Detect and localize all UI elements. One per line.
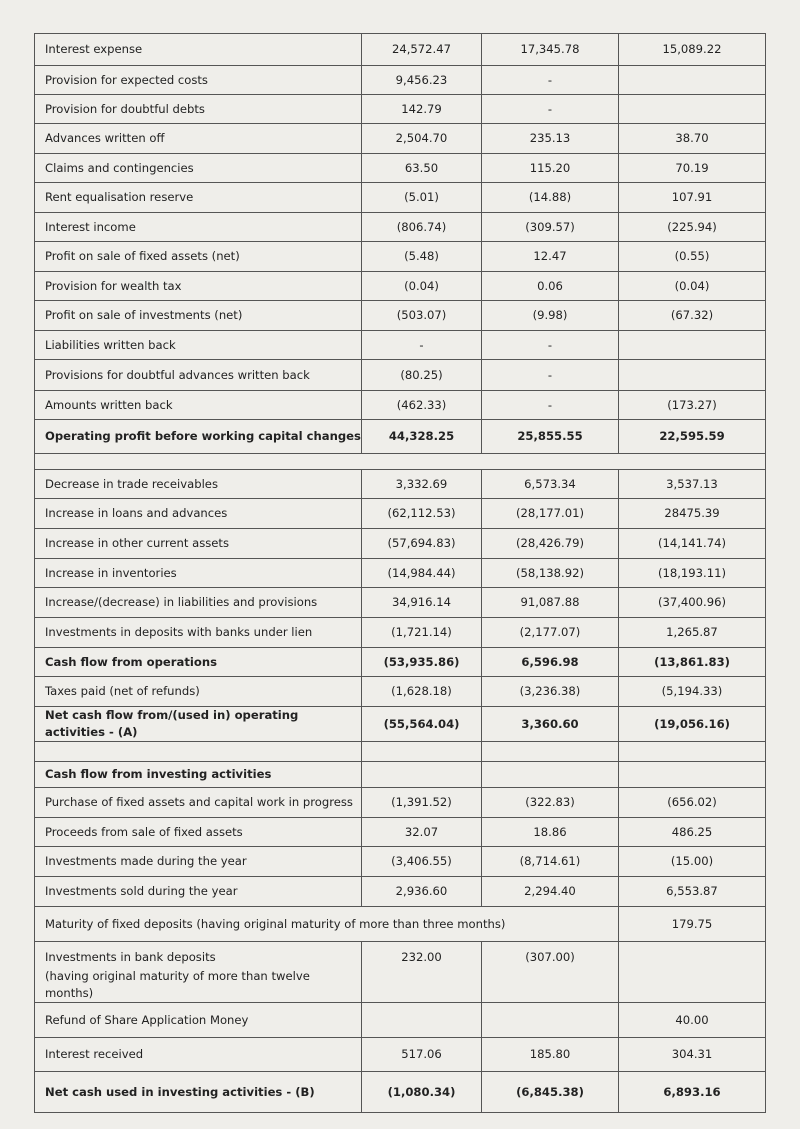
value-cell: (5.48) bbox=[362, 242, 482, 272]
value-cell bbox=[362, 762, 482, 788]
value-cell bbox=[619, 762, 766, 788]
value-cell: 25,855.55 bbox=[482, 420, 619, 454]
value-cell: (9.98) bbox=[482, 301, 619, 331]
table-row bbox=[35, 559, 766, 588]
row-label: Interest income bbox=[35, 213, 362, 242]
value-cell: (656.02) bbox=[619, 788, 766, 818]
value-cell: (0.04) bbox=[362, 272, 482, 301]
value-cell: 142.79 bbox=[362, 95, 482, 124]
row-label: Investments made during the year bbox=[35, 847, 362, 877]
value-cell: 179.75 bbox=[619, 907, 766, 942]
table-row bbox=[35, 529, 766, 559]
value-cell: 3,537.13 bbox=[619, 470, 766, 499]
table-row bbox=[35, 1003, 766, 1038]
value-cell: 28475.39 bbox=[619, 499, 766, 529]
value-cell: 12.47 bbox=[482, 242, 619, 272]
value-cell: 6,553.87 bbox=[619, 877, 766, 907]
value-cell: (309.57) bbox=[482, 213, 619, 242]
row-label: Net cash used in investing activities - (B) bbox=[35, 1072, 362, 1113]
value-cell: (67.32) bbox=[619, 301, 766, 331]
value-cell: (18,193.11) bbox=[619, 559, 766, 588]
row-label: Cash flow from investing activities bbox=[35, 762, 362, 788]
value-cell: - bbox=[362, 331, 482, 360]
value-cell: 2,294.40 bbox=[482, 877, 619, 907]
row-label: Increase/(decrease) in liabilities and provisions bbox=[35, 588, 362, 618]
table-row bbox=[35, 331, 766, 360]
value-cell: (1,721.14) bbox=[362, 618, 482, 648]
table-row bbox=[35, 470, 766, 499]
row-label-line: (having original maturity of more than twelve months) bbox=[45, 969, 310, 1000]
row-label: Taxes paid (net of refunds) bbox=[35, 677, 362, 707]
table-row bbox=[35, 454, 766, 470]
row-label: Provisions for doubtful advances written back bbox=[35, 360, 362, 391]
row-label: Refund of Share Application Money bbox=[35, 1003, 362, 1038]
table-row bbox=[35, 66, 766, 95]
value-cell: 38.70 bbox=[619, 124, 766, 154]
row-label: Amounts written back bbox=[35, 391, 362, 420]
value-cell: 17,345.78 bbox=[482, 34, 619, 66]
table-row bbox=[35, 272, 766, 301]
value-cell: 22,595.59 bbox=[619, 420, 766, 454]
row-label: Purchase of fixed assets and capital work in progress bbox=[35, 788, 362, 818]
value-cell bbox=[482, 762, 619, 788]
value-cell: - bbox=[482, 66, 619, 95]
value-cell: 34,916.14 bbox=[362, 588, 482, 618]
value-cell: - bbox=[482, 95, 619, 124]
row-label: Maturity of fixed deposits (having original maturity of more than three months) bbox=[35, 907, 619, 942]
value-cell: (503.07) bbox=[362, 301, 482, 331]
table-row bbox=[35, 762, 766, 788]
value-cell: 15,089.22 bbox=[619, 34, 766, 66]
value-cell: 107.91 bbox=[619, 183, 766, 213]
value-cell: 304.31 bbox=[619, 1038, 766, 1072]
row-label: Provision for expected costs bbox=[35, 66, 362, 95]
value-cell: (14,984.44) bbox=[362, 559, 482, 588]
row-label: Provision for wealth tax bbox=[35, 272, 362, 301]
value-cell: (0.55) bbox=[619, 242, 766, 272]
row-label bbox=[35, 942, 362, 1003]
table-row bbox=[35, 301, 766, 331]
row-label: Provision for doubtful debts bbox=[35, 95, 362, 124]
table-row bbox=[35, 742, 766, 762]
value-cell: 63.50 bbox=[362, 154, 482, 183]
value-cell: 3,360.60 bbox=[482, 707, 619, 742]
row-label: Increase in inventories bbox=[35, 559, 362, 588]
table-row bbox=[35, 877, 766, 907]
value-cell: 18.86 bbox=[482, 818, 619, 847]
value-cell: 44,328.25 bbox=[362, 420, 482, 454]
table-row bbox=[35, 907, 766, 942]
row-label: Decrease in trade receivables bbox=[35, 470, 362, 499]
value-cell: (8,714.61) bbox=[482, 847, 619, 877]
table-row bbox=[35, 707, 766, 742]
spacer-cell bbox=[482, 742, 619, 762]
table-row bbox=[35, 818, 766, 847]
table-row bbox=[35, 124, 766, 154]
value-cell: 6,596.98 bbox=[482, 648, 619, 677]
value-cell: 235.13 bbox=[482, 124, 619, 154]
row-label: Profit on sale of fixed assets (net) bbox=[35, 242, 362, 272]
value-cell: (14,141.74) bbox=[619, 529, 766, 559]
table-row bbox=[35, 847, 766, 877]
row-label: Increase in loans and advances bbox=[35, 499, 362, 529]
value-cell: 2,504.70 bbox=[362, 124, 482, 154]
row-label: Liabilities written back bbox=[35, 331, 362, 360]
value-cell: (19,056.16) bbox=[619, 707, 766, 742]
table-row bbox=[35, 648, 766, 677]
value-cell: 0.06 bbox=[482, 272, 619, 301]
row-label: Net cash flow from/(used in) operating activities - (A) bbox=[35, 707, 362, 742]
value-cell: (6,845.38) bbox=[482, 1072, 619, 1113]
value-cell: (1,391.52) bbox=[362, 788, 482, 818]
row-label: Interest expense bbox=[35, 34, 362, 66]
value-cell: (80.25) bbox=[362, 360, 482, 391]
value-cell: 517.06 bbox=[362, 1038, 482, 1072]
value-cell: (37,400.96) bbox=[619, 588, 766, 618]
row-label: Investments sold during the year bbox=[35, 877, 362, 907]
value-cell: (322.83) bbox=[482, 788, 619, 818]
table-row bbox=[35, 242, 766, 272]
value-cell: - bbox=[482, 391, 619, 420]
table-row bbox=[35, 95, 766, 124]
table-row bbox=[35, 154, 766, 183]
row-label: Claims and contingencies bbox=[35, 154, 362, 183]
value-cell: (806.74) bbox=[362, 213, 482, 242]
value-cell: (28,177.01) bbox=[482, 499, 619, 529]
value-cell bbox=[482, 1003, 619, 1038]
value-cell: 40.00 bbox=[619, 1003, 766, 1038]
row-label: Increase in other current assets bbox=[35, 529, 362, 559]
value-cell: - bbox=[482, 360, 619, 391]
table-row bbox=[35, 788, 766, 818]
value-cell: (3,406.55) bbox=[362, 847, 482, 877]
value-cell: (1,628.18) bbox=[362, 677, 482, 707]
spacer-cell bbox=[362, 742, 482, 762]
value-cell bbox=[619, 360, 766, 391]
table-row bbox=[35, 942, 766, 1003]
value-cell: 3,332.69 bbox=[362, 470, 482, 499]
value-cell: (28,426.79) bbox=[482, 529, 619, 559]
spacer-cell bbox=[35, 742, 362, 762]
value-cell: (5.01) bbox=[362, 183, 482, 213]
row-label: Advances written off bbox=[35, 124, 362, 154]
row-label: Investments in deposits with banks under lien bbox=[35, 618, 362, 648]
table-row bbox=[35, 34, 766, 66]
value-cell: 24,572.47 bbox=[362, 34, 482, 66]
value-cell: (225.94) bbox=[619, 213, 766, 242]
value-cell: (307.00) bbox=[482, 942, 619, 1003]
table-row bbox=[35, 499, 766, 529]
table-row bbox=[35, 213, 766, 242]
value-cell: (0.04) bbox=[619, 272, 766, 301]
table-row bbox=[35, 677, 766, 707]
value-cell: 9,456.23 bbox=[362, 66, 482, 95]
table-row bbox=[35, 1072, 766, 1113]
row-label: Profit on sale of investments (net) bbox=[35, 301, 362, 331]
value-cell: 1,265.87 bbox=[619, 618, 766, 648]
value-cell: (13,861.83) bbox=[619, 648, 766, 677]
value-cell: (57,694.83) bbox=[362, 529, 482, 559]
row-label-line: Investments in bank deposits bbox=[45, 950, 216, 964]
value-cell: 32.07 bbox=[362, 818, 482, 847]
value-cell: 70.19 bbox=[619, 154, 766, 183]
spacer-cell bbox=[35, 454, 766, 470]
value-cell: (2,177.07) bbox=[482, 618, 619, 648]
value-cell bbox=[362, 1003, 482, 1038]
table-row bbox=[35, 360, 766, 391]
row-label: Operating profit before working capital changes bbox=[35, 420, 362, 454]
value-cell: (462.33) bbox=[362, 391, 482, 420]
value-cell bbox=[619, 942, 766, 1003]
row-label: Cash flow from operations bbox=[35, 648, 362, 677]
table-row bbox=[35, 391, 766, 420]
value-cell: 91,087.88 bbox=[482, 588, 619, 618]
table-row bbox=[35, 183, 766, 213]
value-cell: (14.88) bbox=[482, 183, 619, 213]
cash-flow-table bbox=[34, 33, 766, 1113]
value-cell: (173.27) bbox=[619, 391, 766, 420]
row-label: Interest received bbox=[35, 1038, 362, 1072]
row-label: Rent equalisation reserve bbox=[35, 183, 362, 213]
table-row bbox=[35, 618, 766, 648]
value-cell: (1,080.34) bbox=[362, 1072, 482, 1113]
value-cell: - bbox=[482, 331, 619, 360]
cash-flow-table-body bbox=[35, 34, 766, 1113]
row-label: Proceeds from sale of fixed assets bbox=[35, 818, 362, 847]
value-cell: 486.25 bbox=[619, 818, 766, 847]
value-cell: (58,138.92) bbox=[482, 559, 619, 588]
value-cell: 6,573.34 bbox=[482, 470, 619, 499]
table-row bbox=[35, 1038, 766, 1072]
value-cell: 115.20 bbox=[482, 154, 619, 183]
value-cell bbox=[619, 66, 766, 95]
value-cell: (53,935.86) bbox=[362, 648, 482, 677]
value-cell bbox=[619, 95, 766, 124]
value-cell bbox=[619, 331, 766, 360]
value-cell: (5,194.33) bbox=[619, 677, 766, 707]
value-cell: (15.00) bbox=[619, 847, 766, 877]
value-cell: (62,112.53) bbox=[362, 499, 482, 529]
value-cell: 2,936.60 bbox=[362, 877, 482, 907]
table-row bbox=[35, 420, 766, 454]
spacer-cell bbox=[619, 742, 766, 762]
value-cell: 6,893.16 bbox=[619, 1072, 766, 1113]
value-cell: (3,236.38) bbox=[482, 677, 619, 707]
value-cell: 185.80 bbox=[482, 1038, 619, 1072]
table-row bbox=[35, 588, 766, 618]
value-cell: 232.00 bbox=[362, 942, 482, 1003]
value-cell: (55,564.04) bbox=[362, 707, 482, 742]
